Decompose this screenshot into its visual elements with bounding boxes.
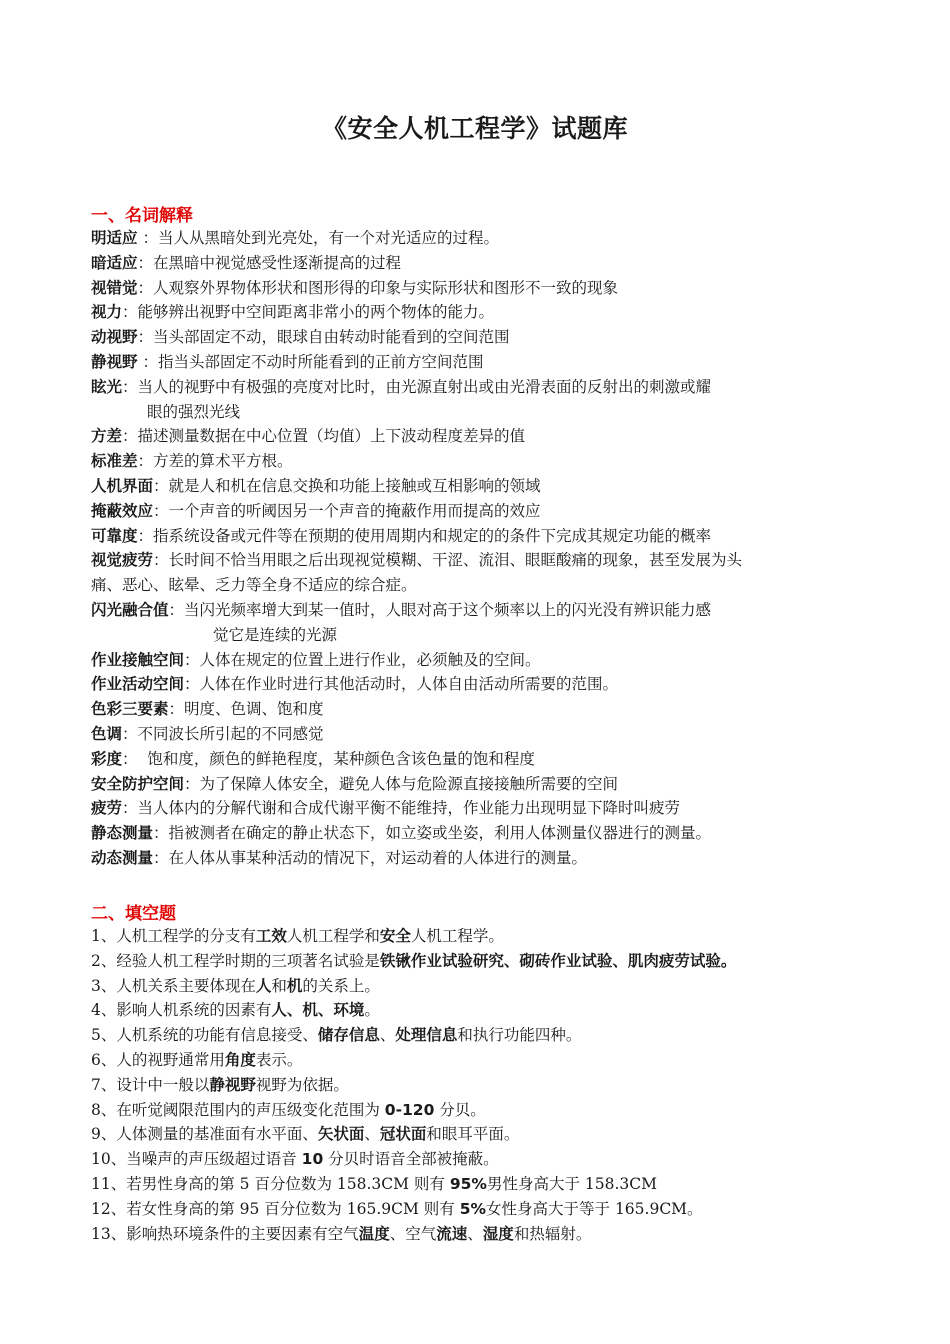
definition-separator: ：	[153, 551, 169, 570]
answer-text: 0-120	[384, 1100, 435, 1119]
definition-text: 当头部固定不动，眼球自由转动时能看到的空间范围	[153, 328, 510, 347]
definition-text-continued: 觉它是连续的光源	[213, 625, 338, 644]
fill-blank-item	[91, 949, 881, 974]
question-text: 8、在听觉阈限范围内的声压级变化范围为	[91, 1100, 385, 1119]
fill-blank-item	[91, 1197, 881, 1222]
question-text: 3、人机关系主要体现在	[91, 976, 256, 995]
definition-separator: ：	[168, 700, 185, 719]
fill-blank-item	[91, 1147, 881, 1172]
definition-separator: ：	[153, 824, 169, 843]
document-title: 《安全人机工程学》试题库	[321, 114, 628, 143]
definition-text: 长时间不恰当用眼之后出现视觉模糊、干涩、流泪、眼眶酸痛的现象，甚至发展为头	[168, 551, 743, 570]
question-text: 6、人的视野通常用	[91, 1050, 225, 1069]
definition-term: 作业接触空间	[91, 650, 185, 669]
definition-separator: ：	[122, 377, 138, 396]
definition-separator: ：	[137, 328, 154, 347]
answer-text: 静视野	[209, 1075, 256, 1094]
definition-text: 在黑暗中视觉感受性逐渐提高的过程	[153, 253, 402, 272]
definition-text: 指被测者在确定的静止状态下，如立姿或坐姿，利用人体测量仪器进行的测量。	[168, 824, 712, 843]
definition-separator: ：	[168, 600, 185, 619]
definition-term: 闪光融合值	[91, 600, 169, 619]
answer-text: 角度	[224, 1050, 256, 1069]
definition-text: 不同波长所引起的不同感觉	[137, 724, 324, 743]
definition-term: 静态测量	[91, 824, 154, 843]
definition-item	[91, 722, 871, 747]
definition-item	[91, 251, 871, 276]
question-text: 9、人体测量的基准面有水平面、	[91, 1125, 318, 1144]
fill-blank-item	[91, 998, 881, 1023]
question-text: 的关系上。	[302, 976, 380, 995]
answer-text: 冠状面	[379, 1125, 427, 1144]
definition-text: 能够辨出视野中空间距离非常小的两个物体的能力。	[137, 303, 495, 322]
question-text: 。	[364, 1001, 380, 1020]
definition-term: 作业活动空间	[91, 675, 185, 694]
section-heading-fill-blanks: 二、填空题	[91, 904, 176, 924]
answer-text: 处理信息	[395, 1026, 458, 1045]
question-text: 表示。	[255, 1050, 303, 1069]
definition-separator: ：	[184, 774, 200, 793]
answer-text: 人	[255, 976, 272, 995]
definition-item	[91, 524, 871, 549]
question-text: 、	[379, 1026, 396, 1045]
definition-term: 人机界面	[91, 476, 154, 495]
definition-text-continued: 眼的强烈光线	[147, 402, 241, 421]
definition-term: 可靠度	[91, 526, 138, 545]
definition-text: 指当头部固定不动时所能看到的正前方空间范围	[157, 352, 484, 371]
definition-term: 色调	[91, 724, 123, 743]
definitions-list	[91, 226, 871, 871]
question-text: 12、若女性身高的第 95 百分位数为 165.9CM 则有	[91, 1199, 460, 1218]
definition-item	[91, 672, 871, 697]
fill-blank-item	[91, 1172, 881, 1197]
question-text: 和	[271, 976, 287, 995]
definition-text: 明度、色调、饱和度	[184, 700, 324, 719]
definition-item	[91, 424, 871, 449]
definition-term: 疲劳	[91, 799, 123, 818]
answer-text: 铁锹作业试验研究、砌砖作业试验、肌肉疲劳试验。	[379, 951, 737, 970]
question-text: 、空气	[389, 1224, 437, 1243]
definition-item	[91, 821, 871, 846]
question-text: 1、人机工程学的分支有	[91, 927, 256, 945]
definition-text: 人体在作业时进行其他活动时，人体自由活动所需要的范围。	[199, 675, 619, 694]
definition-text: 当闪光频率增大到某一值时，人眼对高于这个频率以上的闪光没有辨识能力感	[184, 600, 712, 619]
answer-text: 10	[301, 1150, 324, 1169]
definition-separator: ：	[137, 352, 158, 371]
definition-term: 视觉疲劳	[91, 551, 154, 570]
question-text: 13、影响热环境条件的主要因素有空气	[91, 1224, 359, 1243]
question-text: 、	[364, 1125, 380, 1144]
fill-blank-item	[91, 974, 881, 999]
question-text: 5、人机系统的功能有信息接受、	[91, 1026, 318, 1045]
answer-text: 人、机、环境	[271, 1001, 365, 1020]
answer-text: 湿度	[482, 1224, 514, 1243]
definition-separator: ：	[122, 427, 138, 446]
definition-item	[91, 499, 871, 524]
fill-blank-item	[91, 1073, 881, 1098]
fill-blanks-list	[91, 924, 881, 1246]
definition-text: 指系统设备或元件等在预期的使用周期内和规定的的条件下完成其规定功能的概率	[153, 526, 712, 545]
definition-text: 为了保障人体安全，避免人体与危险源直接接触所需要的空间	[199, 774, 619, 793]
definition-separator: ：	[153, 848, 169, 867]
definition-item	[91, 276, 871, 301]
question-text: 、	[467, 1224, 483, 1243]
definition-separator: ：	[137, 526, 154, 545]
definition-term: 暗适应	[91, 253, 138, 272]
definition-separator: ：	[153, 476, 169, 495]
definition-item	[91, 375, 871, 425]
question-text: 11、若男性身高的第 5 百分位数为 158.3CM 则有	[91, 1174, 450, 1193]
definition-term: 明适应	[91, 229, 138, 247]
question-text: 和眼耳平面。	[426, 1125, 520, 1144]
definition-text: 饱和度，颜色的鲜艳程度，某种颜色含该色量的饱和程度	[147, 749, 535, 768]
definition-term: 色彩三要素	[91, 700, 169, 719]
answer-text: 95%	[449, 1174, 487, 1193]
answer-text: 工效	[255, 927, 287, 945]
definition-term: 动态测量	[91, 848, 154, 867]
fill-blank-item	[91, 1023, 881, 1048]
definition-separator: ：	[122, 724, 138, 743]
definition-item	[91, 548, 871, 598]
definition-item	[91, 772, 871, 797]
definition-separator: ：	[184, 675, 200, 694]
definition-separator: ：	[122, 749, 148, 768]
definition-text: 在人体从事某种活动的情况下，对运动着的人体进行的测量。	[168, 848, 588, 867]
definition-text: 一个声音的听阈因另一个声音的掩蔽作用而提高的效应	[168, 501, 541, 520]
question-text: 4、影响人机系统的因素有	[91, 1001, 272, 1020]
question-text: 男性身高大于 158.3CM	[486, 1174, 657, 1193]
answer-text: 温度	[358, 1224, 390, 1243]
definition-text: 当人体内的分解代谢和合成代谢平衡不能维持，作业能力出现明显下降时叫疲劳	[137, 799, 681, 818]
question-text: 和热辐射。	[513, 1224, 592, 1243]
definition-term: 安全防护空间	[91, 774, 185, 793]
question-text: 人机工程学和	[286, 927, 380, 945]
answer-text: 5%	[459, 1199, 487, 1218]
definition-term: 掩蔽效应	[91, 501, 154, 520]
definition-item	[91, 648, 871, 673]
fill-blank-item	[91, 1098, 881, 1123]
definition-separator: ：	[137, 229, 158, 247]
definition-item	[91, 747, 871, 772]
definition-item	[91, 325, 871, 350]
definition-text: 就是人和机在信息交换和功能上接触或互相影响的领域	[168, 476, 541, 495]
definition-separator: ：	[153, 501, 169, 520]
question-text: 分贝时语音全部被掩蔽。	[323, 1150, 499, 1169]
definition-item	[91, 449, 871, 474]
definition-text: 人体在规定的位置上进行作业，必须触及的空间。	[199, 650, 541, 669]
definition-term: 视错觉	[91, 278, 138, 297]
answer-text: 储存信息	[317, 1026, 380, 1045]
answer-text: 安全	[379, 927, 411, 945]
definition-term: 彩度	[91, 749, 123, 768]
fill-blank-item	[91, 1222, 881, 1247]
definition-term: 方差	[91, 427, 123, 446]
question-text: 7、设计中一般以	[91, 1075, 210, 1094]
definition-term: 视力	[91, 303, 123, 322]
definition-separator: ：	[122, 799, 138, 818]
definition-item	[91, 846, 871, 871]
definition-separator: ：	[137, 452, 154, 471]
answer-text: 机	[286, 976, 303, 995]
definition-term: 眩光	[91, 377, 123, 396]
definition-separator: ：	[137, 253, 154, 272]
definition-item	[91, 796, 871, 821]
question-text: 视野为依据。	[255, 1075, 349, 1094]
definition-term: 动视野	[91, 328, 138, 347]
definition-separator: ：	[122, 303, 138, 322]
definition-item	[91, 697, 871, 722]
question-text: 10、当噪声的声压级超过语音	[91, 1150, 302, 1169]
question-text: 和执行功能四种。	[457, 1026, 582, 1045]
question-text: 人机工程学。	[410, 927, 504, 945]
definition-item	[91, 300, 871, 325]
definition-text: 描述测量数据在中心位置（均值）上下波动程度差异的值	[137, 427, 526, 446]
question-text: 女性身高大于等于 165.9CM。	[486, 1199, 703, 1218]
definition-text: 人观察外界物体形状和图形得的印象与实际形状和图形不一致的现象	[153, 278, 619, 297]
fill-blank-item	[91, 924, 881, 949]
definition-text: 当人的视野中有极强的亮度对比时，由光源直射出或由光滑表面的反射出的刺激或耀	[137, 377, 712, 396]
section-heading-definitions: 一、名词解释	[91, 206, 193, 226]
definition-separator: ：	[137, 278, 154, 297]
definition-item	[91, 598, 871, 648]
definition-text: 方差的算术平方根。	[153, 452, 293, 471]
fill-blank-item	[91, 1048, 881, 1073]
question-text: 2、经验人机工程学时期的三项著名试验是	[91, 951, 380, 970]
definition-text-continued: 痛、恶心、眩晕、乏力等全身不适应的综合症。	[91, 576, 417, 595]
fill-blank-item	[91, 1122, 881, 1147]
definition-item	[91, 474, 871, 499]
definition-item	[91, 350, 871, 375]
answer-text: 流速	[436, 1224, 468, 1243]
definition-item	[91, 226, 871, 251]
definition-term: 标准差	[91, 452, 138, 471]
question-text: 分贝。	[434, 1100, 486, 1119]
definition-term: 静视野	[91, 352, 138, 371]
answer-text: 矢状面	[317, 1125, 365, 1144]
definition-separator: ：	[184, 650, 200, 669]
definition-text: 当人从黑暗处到光亮处，有一个对光适应的过程。	[157, 229, 499, 247]
